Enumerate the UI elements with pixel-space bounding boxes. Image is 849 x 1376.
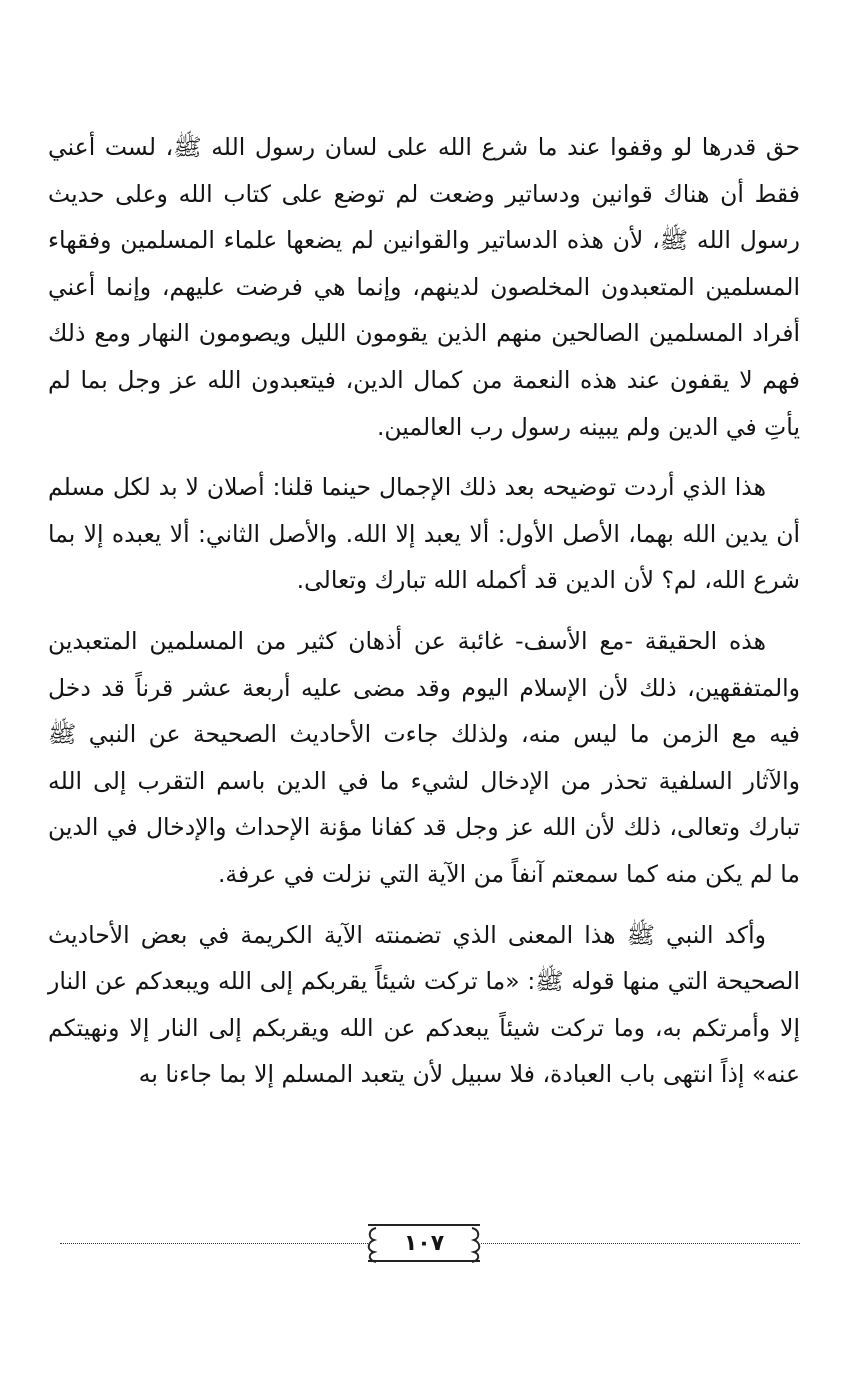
paragraph-1: حق قدرها لو وقفوا عند ما شرع الله على لسان رسول الله ﷺ، لست أعني فقط أن هناك قوانين ودساتير وضعت لم توضع على كتاب الله وعلى حديث رسول الله ﷺ، لأن هذه الدساتير والقوانين لم يضعها علماء المسلمين وفقهاء المسلمين المتعبدون المخلصون لدينهم، وإنما هي فرضت عليهم، وإنما أعني أفراد المسلمين الصالحين منهم الذين يقومون الليل ويصومون النهار ومع ذلك فهم لا يقفون عند هذه النعمة من كمال الدين، فيتعبدون الله عز وجل بما لم يأتِ في الدين ولم يبينه رسول رب العالمين. bbox=[48, 133, 800, 441]
paragraph-4: وأكد النبي ﷺ هذا المعنى الذي تضمنته الآية الكريمة في بعض الأحاديث الصحيحة التي منها قوله ﷺ: «ما تركت شيئاً يقربكم إلى الله ويبعدكم عن النار إلا وأمرتكم به، وما تركت شيئاً يبعدكم عن الله ويقربكم إلى النار إلا ونهيتكم عنه» إذاً انتهى باب العبادة، فلا سبيل لأن يتعبد المسلم إلا بما جاءنا به bbox=[48, 920, 800, 1089]
page-body bbox=[48, 124, 800, 1098]
ornament-left-icon bbox=[364, 1226, 378, 1264]
paragraph-3: هذه الحقيقة -مع الأسف- غائبة عن أذهان كثير من المسلمين المتعبدين والمتفقهين، ذلك لأن الإسلام اليوم وقد مضى عليه أربعة عشر قرناً قد دخل فيه مع الزمن ما ليس منه، ولذلك جاءت الأحاديث الصحيحة عن النبي ﷺ والآثار السلفية تحذر من الإدخال لشيء ما في الدين باسم التقرب إلى الله تبارك وتعالى، ذلك لأن الله عز وجل قد كفانا مؤنة الإحداث والإدخال في الدين ما لم يكن منه كما سمعتم آنفاً من الآية التي نزلت في عرفة. bbox=[48, 626, 800, 888]
ornament-right-icon bbox=[470, 1226, 484, 1264]
page-number: ١٠٧ bbox=[403, 1230, 445, 1256]
paragraph-2: هذا الذي أردت توضيحه بعد ذلك الإجمال حينما قلنا: أصلان لا بد لكل مسلم أن يدين الله بهما، الأصل الأول: ألا يعبد إلا الله. والأصل الثاني: ألا يعبده إلا بما شرع الله، لم؟ لأن الدين قد أكمله الله تبارك وتعالى. bbox=[48, 473, 800, 595]
page-footer bbox=[60, 1222, 800, 1272]
page-number-frame bbox=[368, 1224, 480, 1262]
